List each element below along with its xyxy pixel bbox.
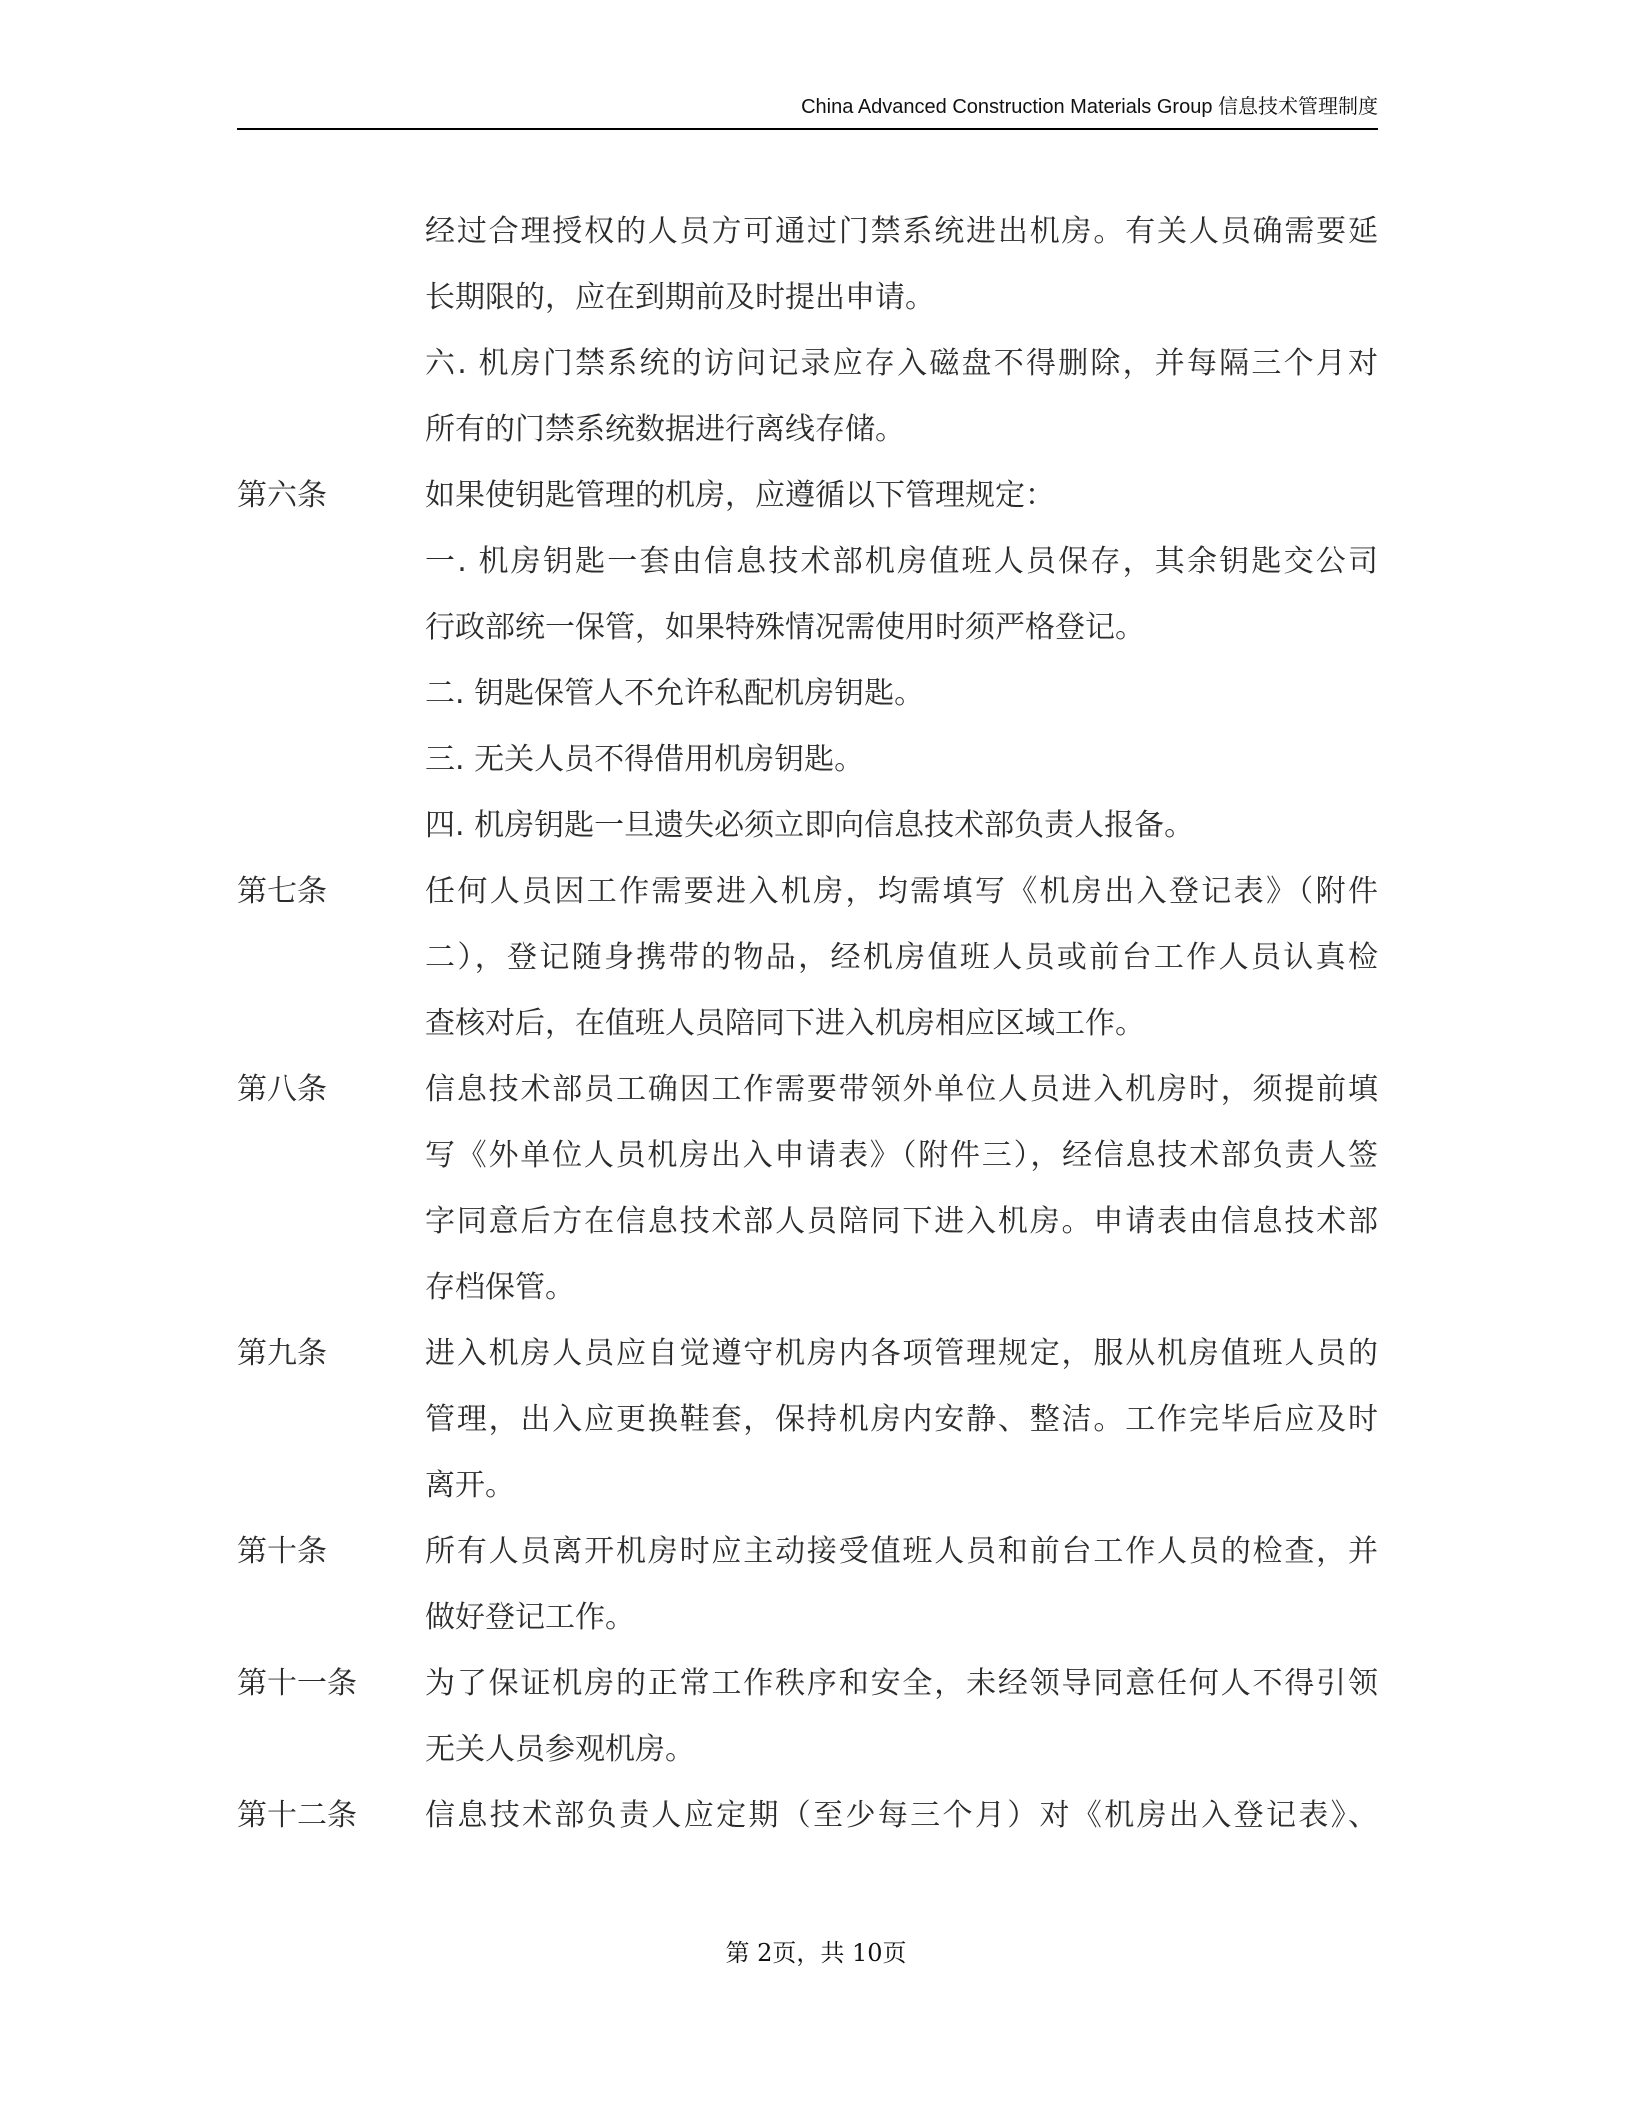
article-paragraph — [237, 661, 1378, 727]
text-line: 所有的门禁系统数据进行离线存储。 — [425, 412, 905, 447]
article-paragraph — [237, 199, 1378, 331]
article-label: 第七条 — [237, 874, 327, 909]
text-line: 为了保证机房的正常工作秩序和安全，未经领导同意任何人不得引领 — [425, 1666, 1378, 1701]
article-label — [237, 529, 425, 661]
text-line: 二），登记随身携带的物品，经机房值班人员或前台工作人员认真检 — [425, 940, 1378, 975]
document-body — [237, 199, 1378, 1849]
text-line: 进入机房人员应自觉遵守机房内各项管理规定，服从机房值班人员的 — [425, 1336, 1378, 1371]
article-paragraph — [237, 1321, 1378, 1519]
article-label — [237, 793, 425, 859]
text-line: 如果使钥匙管理的机房，应遵循以下管理规定： — [425, 478, 1055, 513]
article-paragraph — [237, 1057, 1378, 1321]
text-line: 经过合理授权的人员方可通过门禁系统进出机房。有关人员确需要延 — [425, 214, 1378, 249]
text-line: 写《外单位人员机房出入申请表》（附件三），经信息技术部负责人签 — [425, 1138, 1378, 1173]
text-line: 一. 机房钥匙一套由信息技术部机房值班人员保存，其余钥匙交公司 — [425, 544, 1378, 579]
text-line: 做好登记工作。 — [425, 1600, 635, 1635]
article-label: 第十一条 — [237, 1666, 357, 1701]
article-label: 第十二条 — [237, 1798, 357, 1833]
header-divider — [237, 128, 1378, 130]
article-label: 第八条 — [237, 1072, 327, 1107]
article-label — [237, 331, 425, 463]
article-label — [237, 661, 425, 727]
article-paragraph — [237, 331, 1378, 463]
article-label: 第六条 — [237, 478, 327, 513]
text-line: 四. 机房钥匙一旦遗失必须立即向信息技术部负责人报备。 — [425, 808, 1195, 843]
article-paragraph — [237, 727, 1378, 793]
text-line: 长期限的，应在到期前及时提出申请。 — [425, 280, 935, 315]
article-paragraph — [237, 1519, 1378, 1651]
text-line: 所有人员离开机房时应主动接受值班人员和前台工作人员的检查，并 — [425, 1534, 1378, 1569]
page-number: 第 2页，共 10页 — [725, 1939, 907, 1967]
header-title: China Advanced Construction Materials Group 信息技术管理制度 — [801, 96, 1378, 118]
article-label — [237, 727, 425, 793]
text-line: 无关人员参观机房。 — [425, 1732, 695, 1767]
text-line: 存档保管。 — [425, 1270, 575, 1305]
text-line: 六. 机房门禁系统的访问记录应存入磁盘不得删除，并每隔三个月对 — [425, 346, 1378, 381]
article-paragraph — [237, 793, 1378, 859]
article-paragraph — [237, 463, 1378, 529]
article-label: 第十条 — [237, 1534, 327, 1569]
article-label — [237, 199, 425, 331]
text-line: 任何人员因工作需要进入机房，均需填写《机房出入登记表》（附件 — [425, 874, 1378, 909]
article-paragraph — [237, 529, 1378, 661]
article-paragraph — [237, 859, 1378, 1057]
text-line: 信息技术部负责人应定期（至少每三个月）对《机房出入登记表》、 — [425, 1798, 1378, 1833]
article-paragraph — [237, 1651, 1378, 1783]
text-line: 二. 钥匙保管人不允许私配机房钥匙。 — [425, 676, 925, 711]
text-line: 信息技术部员工确因工作需要带领外单位人员进入机房时，须提前填 — [425, 1072, 1378, 1107]
text-line: 三. 无关人员不得借用机房钥匙。 — [425, 742, 865, 777]
article-label: 第九条 — [237, 1336, 327, 1371]
text-line: 管理，出入应更换鞋套，保持机房内安静、整洁。工作完毕后应及时 — [425, 1402, 1378, 1437]
text-line: 离开。 — [425, 1468, 515, 1503]
text-line: 查核对后，在值班人员陪同下进入机房相应区域工作。 — [425, 1006, 1145, 1041]
text-line: 字同意后方在信息技术部人员陪同下进入机房。申请表由信息技术部 — [425, 1204, 1378, 1239]
text-line: 行政部统一保管，如果特殊情况需使用时须严格登记。 — [425, 610, 1145, 645]
article-paragraph — [237, 1783, 1378, 1849]
